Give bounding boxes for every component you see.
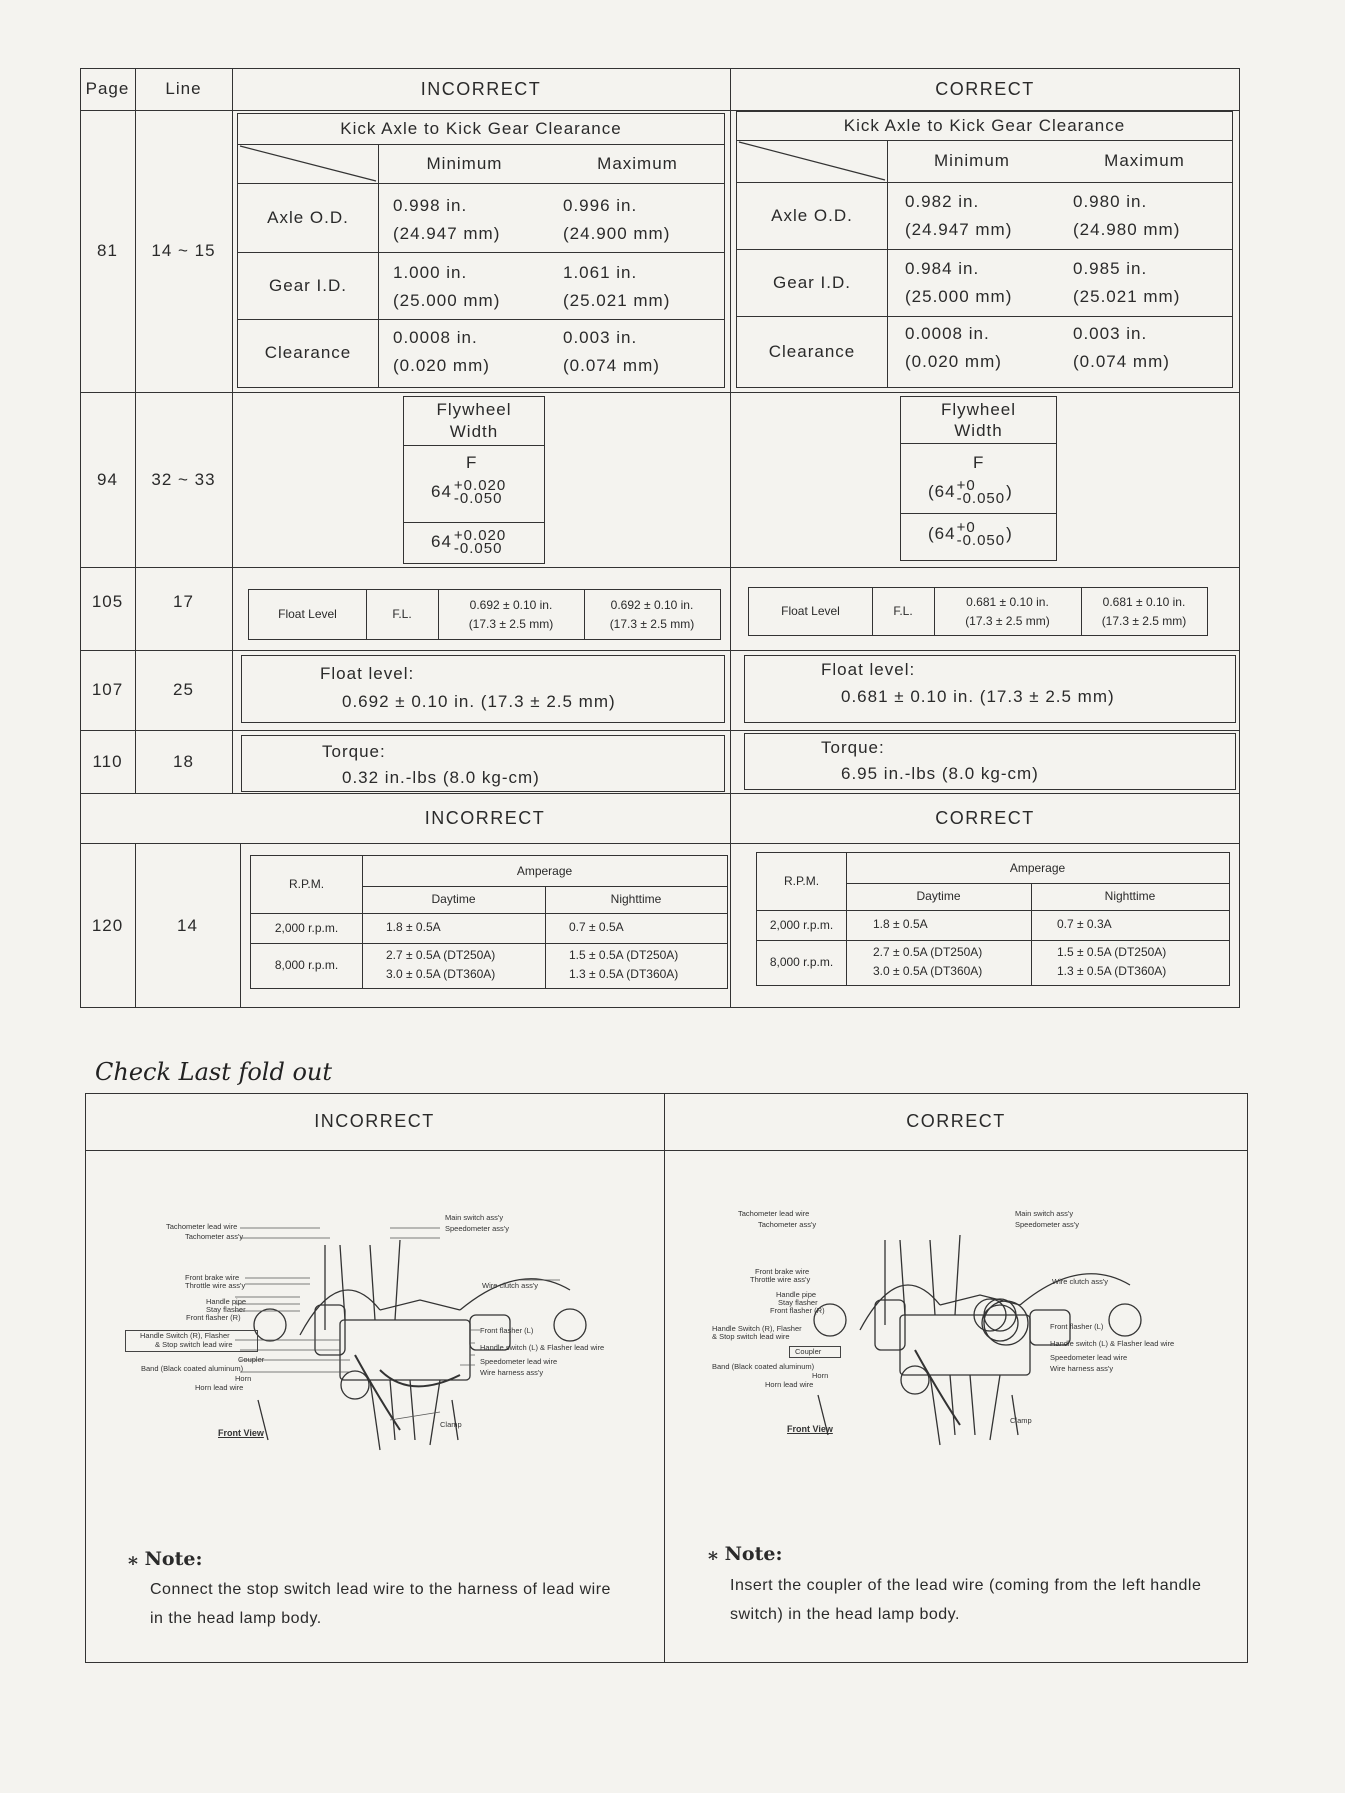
night-value: 1.3 ± 0.5A (DT360A) [1057, 964, 1167, 978]
value: 0.692 ± 0.10 in. [610, 597, 694, 612]
torque-value: 0.32 in.-lbs (8.0 kg-cm) [342, 768, 540, 787]
float-level-correct [744, 655, 1236, 723]
float-level-label: Float level: [320, 664, 415, 683]
flywheel-box-incorrect [403, 396, 545, 564]
float-level-incorrect [241, 655, 725, 723]
kick-title: Kick Axle to Kick Gear Clearance [340, 119, 622, 138]
callout-label: Horn lead wire [195, 1383, 244, 1392]
col-divider [730, 68, 731, 1008]
row-divider [80, 730, 1240, 731]
callout-label: Horn lead wire [765, 1380, 814, 1389]
line-number: 17 [173, 592, 194, 611]
callout-label: Clamp [440, 1420, 462, 1429]
value: 0.692 ± 0.10 in. [469, 597, 553, 612]
header-line: Line [165, 79, 202, 98]
rpm-header: R.P.M. [783, 874, 820, 888]
page-number: 105 [91, 592, 124, 611]
callout-label: Speedometer lead wire [1050, 1353, 1128, 1362]
callout-label: Throttle wire ass'y [185, 1281, 246, 1290]
float-table-correct [748, 587, 1208, 636]
value: (0.074 mm) [563, 356, 660, 375]
rpm-value: 8,000 r.p.m. [274, 958, 339, 972]
daytime-header: Daytime [431, 892, 476, 906]
line-number: 18 [173, 751, 194, 771]
value: (25.000 mm) [393, 291, 501, 310]
callout-label: Main switch ass'y [445, 1213, 504, 1222]
col-divider [240, 843, 241, 1008]
row-label: Gear I.D. [269, 275, 347, 295]
float-table-incorrect [248, 589, 721, 640]
page-number: 81 [97, 241, 118, 260]
value: 0.0008 in. [905, 324, 990, 343]
daytime-header: Daytime [916, 889, 961, 903]
callout-label: Wire clutch ass'y [482, 1281, 539, 1290]
callout-label: Wire harness ass'y [1050, 1364, 1114, 1373]
value: (0.074 mm) [1073, 352, 1170, 371]
callout-label: & Stop switch lead wire [712, 1332, 790, 1341]
header-correct: CORRECT [935, 78, 1035, 99]
page-number: 107 [91, 680, 124, 699]
day-value: 1.8 ± 0.5A [386, 920, 441, 934]
kick-title: Kick Axle to Kick Gear Clearance [843, 116, 1126, 135]
min-header: Minimum [934, 151, 1010, 170]
front-view-label: Front View [787, 1424, 833, 1434]
flywheel-value: (64 [928, 482, 956, 501]
value: 0.996 in. [563, 196, 638, 215]
rpm-value: 2,000 r.p.m. [274, 920, 339, 935]
value: (0.020 mm) [393, 356, 490, 375]
callout-label: Wire harness ass'y [480, 1368, 544, 1377]
page-number: 110 [92, 751, 123, 771]
callout-label: Horn [812, 1371, 829, 1380]
callout-label: Handle pipe [776, 1290, 817, 1299]
callout-label: Band (Black coated aluminum) [141, 1364, 244, 1373]
flywheel-value: (64 [928, 524, 956, 543]
value: 0.980 in. [1073, 192, 1148, 211]
line-number: 32 ~ 33 [151, 469, 216, 489]
torque-correct [744, 733, 1236, 790]
torque-label: Torque: [821, 738, 885, 757]
header-incorrect-2: INCORRECT [424, 807, 546, 828]
callout-label: Tachometer lead wire [738, 1209, 810, 1218]
flywheel-value: 64 [431, 482, 452, 501]
rpm-value: 2,000 r.p.m. [769, 917, 834, 932]
value: 1.061 in. [563, 263, 638, 282]
value: (24.900 mm) [563, 224, 671, 243]
diagonal-line [238, 144, 378, 183]
torque-value: 6.95 in.-lbs (8.0 kg-cm) [841, 764, 1039, 783]
row-label: Axle O.D. [771, 205, 853, 225]
value: (17.3 ± 2.5 mm) [1101, 613, 1187, 628]
paren-close: ) [1006, 524, 1013, 543]
night-value: 1.5 ± 0.5A (DT250A) [1057, 945, 1167, 959]
value: (24.980 mm) [1073, 220, 1181, 239]
callout-label: Front brake wire [755, 1267, 810, 1276]
day-value: 2.7 ± 0.5A (DT250A) [873, 945, 983, 959]
row-label: Clearance [768, 341, 856, 361]
callout-label: Speedometer lead wire [480, 1357, 558, 1366]
callout-label: Handle Switch (R), Flasher [140, 1331, 230, 1340]
callout-label: Band (Black coated aluminum) [712, 1362, 815, 1371]
nighttime-header: Nighttime [610, 892, 662, 906]
diagonal-line [737, 140, 887, 182]
value: (25.000 mm) [905, 287, 1013, 306]
handwritten-note: Check Last fold out [95, 1058, 333, 1086]
paren-close: ) [1006, 482, 1013, 501]
tolerance-upper: +0 [956, 477, 976, 494]
day-value: 3.0 ± 0.5A (DT360A) [873, 964, 983, 978]
rpm-header: R.P.M. [288, 877, 325, 891]
value: 0.0008 in. [393, 328, 478, 347]
row-divider [80, 843, 1240, 844]
line-number: 14 ~ 15 [151, 241, 216, 260]
float-abbr: F.L. [392, 607, 412, 621]
flywheel-value: 64 [431, 532, 452, 551]
float-abbr: F.L. [893, 604, 913, 618]
amperage-table-correct [756, 852, 1230, 986]
callout-label: Stay flasher [778, 1298, 818, 1307]
callout-label: Front flasher (R) [186, 1313, 241, 1322]
header-page: Page [85, 79, 130, 98]
header-correct-2: CORRECT [935, 807, 1035, 828]
nighttime-header: Nighttime [1104, 889, 1156, 903]
row-label: Clearance [264, 343, 352, 362]
kick-table-correct [736, 111, 1233, 388]
callout-label: Front flasher (R) [770, 1306, 825, 1315]
col-divider [232, 68, 233, 793]
tolerance-upper: +0.020 [453, 477, 507, 494]
float-level-value: 0.692 ± 0.10 in. (17.3 ± 2.5 mm) [342, 692, 616, 711]
flywheel-subtitle: Width [449, 422, 499, 441]
value: 0.998 in. [393, 196, 468, 215]
torque-label: Torque: [322, 742, 386, 761]
night-value: 0.7 ± 0.3A [1057, 917, 1112, 931]
diagram-correct-title: CORRECT [906, 1111, 1006, 1131]
callout-label: Main switch ass'y [1015, 1209, 1074, 1218]
value: 0.681 ± 0.10 in. [966, 594, 1049, 609]
value: (17.3 ± 2.5 mm) [609, 616, 695, 631]
value: (17.3 ± 2.5 mm) [468, 616, 554, 631]
row-divider [80, 567, 1240, 568]
value: 1.000 in. [393, 263, 468, 282]
float-label: Float Level [278, 607, 337, 621]
row-divider [85, 1150, 1248, 1151]
callout-label: Wire clutch ass'y [1052, 1277, 1109, 1286]
value: (17.3 ± 2.5 mm) [965, 613, 1050, 628]
flywheel-title: Flywheel [436, 400, 512, 419]
note-incorrect-text: Connect the stop switch lead wire to the harness of lead wire in the head lamp body. [150, 1581, 611, 1627]
amperage-table-incorrect [250, 855, 728, 989]
rpm-value: 8,000 r.p.m. [769, 955, 834, 969]
callout-label: Handle switch (L) & Flasher lead wire [480, 1343, 605, 1352]
callout-label: Front flasher (L) [1050, 1322, 1104, 1331]
callout-label: Front brake wire [185, 1273, 240, 1282]
diagram-incorrect-title: INCORRECT [314, 1111, 435, 1131]
tolerance-lower: -0.050 [453, 490, 503, 507]
value: 0.984 in. [905, 259, 980, 278]
callout-label: Handle pipe [206, 1297, 247, 1306]
callout-label: Tachometer lead wire [166, 1222, 238, 1231]
callout-label: Coupler [795, 1347, 822, 1356]
flywheel-symbol: F [466, 453, 478, 472]
amperage-header: Amperage [516, 863, 573, 878]
tolerance-lower: -0.050 [453, 540, 503, 557]
value: 0.982 in. [905, 192, 980, 211]
row-label: Gear I.D. [773, 272, 851, 292]
float-level-label: Float level: [821, 660, 916, 679]
tolerance-lower: -0.050 [956, 532, 1006, 549]
amperage-header: Amperage [1009, 860, 1066, 875]
page-number: 94 [97, 469, 118, 489]
value: (25.021 mm) [563, 291, 671, 310]
value: (24.947 mm) [905, 220, 1013, 239]
night-value: 0.7 ± 0.5A [569, 920, 624, 934]
callout-label: Coupler [238, 1355, 265, 1364]
asterisk-icon: ⁎ [708, 1543, 725, 1565]
float-label: Float Level [781, 604, 840, 618]
callout-label: Throttle wire ass'y [750, 1275, 811, 1284]
note-title: Note: [144, 1548, 203, 1570]
callout-label: & Stop switch lead wire [155, 1340, 233, 1349]
callout-label: Speedometer ass'y [445, 1224, 509, 1233]
page-number: 120 [91, 915, 124, 935]
tolerance-upper: +0.020 [453, 527, 507, 544]
flywheel-symbol: F [973, 453, 985, 472]
line-number: 25 [173, 680, 194, 699]
callout-label: Handle Switch (R), Flasher [712, 1324, 802, 1333]
callout-label: Tachometer ass'y [185, 1232, 244, 1241]
max-header: Maximum [1104, 151, 1185, 170]
value: (0.020 mm) [905, 352, 1002, 371]
day-value: 3.0 ± 0.5A (DT360A) [386, 967, 496, 981]
min-header: Minimum [426, 153, 503, 173]
flywheel-box-correct [900, 396, 1057, 561]
float-level-value: 0.681 ± 0.10 in. (17.3 ± 2.5 mm) [841, 687, 1115, 706]
front-view-label: Front View [218, 1428, 264, 1438]
headlamp-body [340, 1320, 470, 1380]
row-divider [80, 392, 1240, 393]
header-incorrect: INCORRECT [420, 78, 542, 99]
value: 0.003 in. [563, 328, 638, 347]
night-value: 1.5 ± 0.5A (DT250A) [569, 948, 679, 962]
day-value: 2.7 ± 0.5A (DT250A) [386, 948, 496, 962]
callout-label: Horn [235, 1374, 252, 1383]
kick-table-incorrect [237, 113, 725, 388]
line-number: 14 [177, 915, 198, 935]
value: (24.947 mm) [393, 224, 501, 243]
tolerance-lower: -0.050 [956, 490, 1006, 507]
callout-label: Front flasher (L) [480, 1326, 534, 1335]
tolerance-upper: +0 [956, 519, 976, 536]
value: 0.985 in. [1073, 259, 1148, 278]
callout-label: Clamp [1010, 1416, 1032, 1425]
value: 0.681 ± 0.10 in. [1102, 594, 1186, 609]
callout-label: Stay flasher [206, 1305, 246, 1314]
note-correct-text: Insert the coupler of the lead wire (coming from the left handle switch) in the head lamp body. [730, 1577, 1202, 1623]
max-header: Maximum [597, 153, 678, 173]
note-title: Note: [724, 1543, 783, 1565]
value: (25.021 mm) [1073, 287, 1181, 306]
torque-incorrect [241, 735, 725, 792]
col-divider [664, 1093, 665, 1663]
callout-label: Speedometer ass'y [1015, 1220, 1079, 1229]
asterisk-icon: ⁎ [128, 1548, 145, 1570]
row-divider [80, 650, 1240, 651]
callout-label: Handle switch (L) & Flasher lead wire [1050, 1339, 1175, 1348]
night-value: 1.3 ± 0.5A (DT360A) [569, 967, 679, 981]
flywheel-title: Flywheel [940, 400, 1017, 419]
value: 0.003 in. [1073, 324, 1148, 343]
callout-label: Tachometer ass'y [758, 1220, 817, 1229]
row-label: Axle O.D. [267, 207, 349, 227]
flywheel-subtitle: Width [954, 421, 1003, 440]
day-value: 1.8 ± 0.5A [873, 917, 928, 931]
